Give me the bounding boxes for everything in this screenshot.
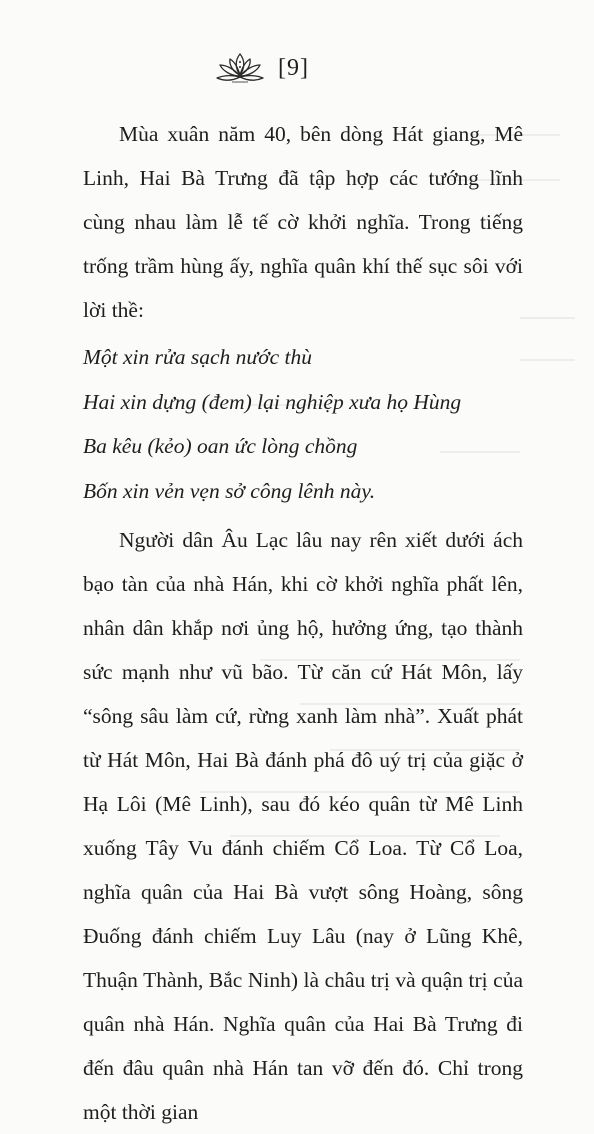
poem-line-1: Một xin rửa sạch nước thù — [83, 345, 312, 369]
poem-line-3: Ba kêu (kẻo) oan ức lòng chồng — [83, 434, 358, 458]
poem-line-4: Bốn xin vẻn vẹn sở công lênh này. — [83, 478, 376, 503]
oath-poem — [83, 335, 523, 513]
poem-line-2: Hai xin dựng (đem) lại nghiệp xưa họ Hùng — [83, 389, 462, 414]
paragraph-uprising: Người dân Âu Lạc lâu nay rên xiết dưới ách bạo tàn của nhà Hán, khi cờ khởi nghĩa phất lên, nhân dân khắp nơi ủng hộ, hưởng ứng, tạo thành sức mạnh như vũ bão. Từ căn cứ Hát Môn, lấy “sông sâu làm cứ, rừng xanh làm nhà”. Xuất phát từ Hát Môn, Hai Bà đánh phá đô uý trị của giặc ở Hạ Lôi (Mê Linh), sau đó kéo quân từ Mê Linh xuống Tây Vu đánh chiếm Cổ Loa. Từ Cổ Loa, nghĩa quân của Hai Bà vượt sông Hoàng, sông Đuống đánh chiếm Luy Lâu (nay ở Lũng Khê, Thuận Thành, Bắc Ninh) là châu trị và quận trị của quân nhà Hán. Nghĩa quân của Hai Bà Trưng đi đến đâu quân nhà Hán tan vỡ đến đó. Chỉ trong một thời gian — [83, 528, 523, 1124]
paragraph-intro: Mùa xuân năm 40, bên dòng Hát giang, Mê Linh, Hai Bà Trưng đã tập hợp các tướng lĩnh cùng nhau làm lễ tế cờ khởi nghĩa. Trong tiếng trống trầm hùng ấy, nghĩa quân khí thế sục sôi với lời thề: — [83, 122, 523, 322]
lotus-flower-icon — [214, 48, 266, 88]
body-text — [83, 112, 523, 1134]
page-header — [214, 48, 309, 88]
page-number: [9] — [278, 55, 309, 81]
